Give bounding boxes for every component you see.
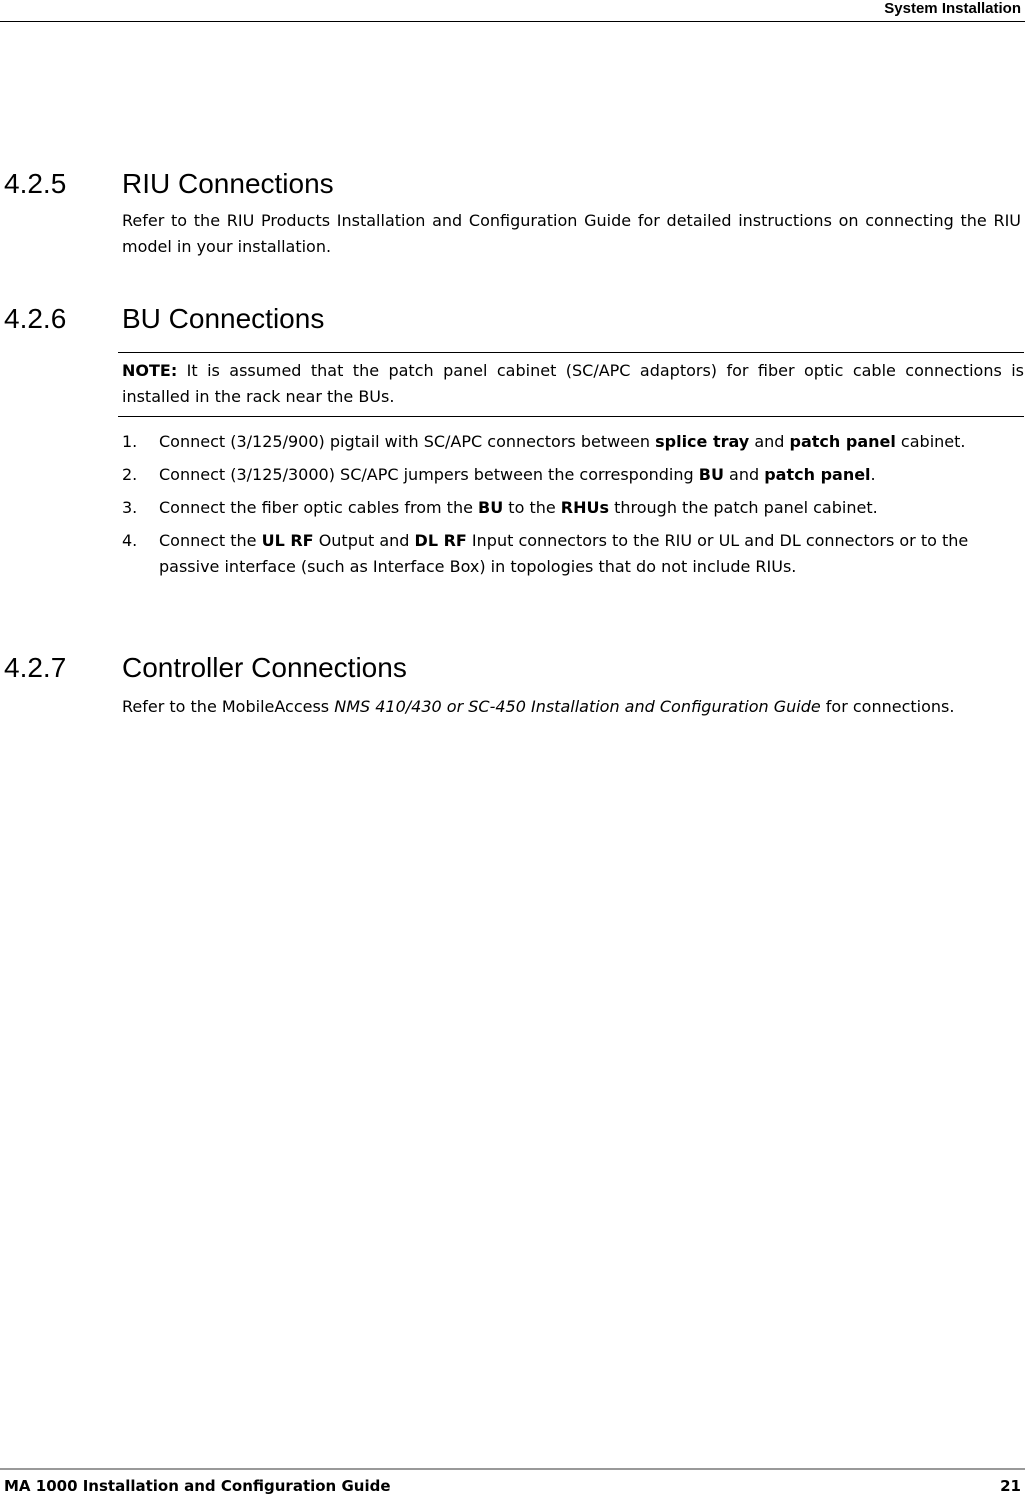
step-emphasis: BU — [478, 498, 504, 517]
step-text: Input connectors to the RIU or UL and DL connectors or to the passive interface (such as Interface Box) in topologies that do not include RIUs. — [159, 531, 969, 576]
section-number: 4.2.5 — [4, 168, 67, 199]
controller-text: Refer to the MobileAccess — [122, 697, 335, 716]
list-item — [122, 429, 1022, 455]
section-heading-controller — [4, 652, 1022, 684]
running-header-title: System Installation — [884, 0, 1021, 17]
section-title: RIU Connections — [122, 168, 334, 199]
controller-paragraph — [122, 694, 1021, 720]
step-emphasis: patch panel — [789, 432, 896, 451]
step-text: Output and — [313, 531, 415, 550]
section-title: BU Connections — [122, 303, 325, 334]
step-text: and — [749, 432, 790, 451]
section-heading-riu — [4, 168, 1022, 200]
list-item — [122, 528, 1022, 580]
step-emphasis: patch panel — [764, 465, 871, 484]
step-emphasis: splice tray — [655, 432, 750, 451]
guide-reference: NMS 410/430 or SC-450 Installation and Configuration Guide — [334, 697, 821, 716]
step-text: and — [723, 465, 765, 484]
riu-paragraph: Refer to the RIU Products Installation and Configuration Guide for detailed instructions on connecting the RIU model in your installation. — [122, 211, 1021, 256]
note-box — [118, 352, 1024, 417]
header-divider — [0, 21, 1025, 22]
step-text: . — [870, 465, 876, 484]
note-label: NOTE: — [122, 361, 178, 380]
step-number: 3. — [122, 498, 138, 517]
footer-divider — [0, 1468, 1025, 1470]
step-text: Connect the fiber optic cables from the — [159, 498, 479, 517]
step-number: 4. — [122, 531, 138, 550]
controller-text: for connections. — [820, 697, 955, 716]
step-number: 2. — [122, 465, 138, 484]
note-text: It is assumed that the patch panel cabinet (SC/APC adaptors) for fiber optic cable connections is installed in the rack near the BUs. — [122, 361, 1024, 406]
step-emphasis: BU — [698, 465, 724, 484]
section-number: 4.2.6 — [4, 303, 67, 334]
step-text: through the patch panel cabinet. — [609, 498, 878, 517]
step-emphasis: RHUs — [560, 498, 610, 517]
list-item — [122, 462, 1022, 488]
bu-steps-list — [122, 429, 1022, 587]
step-emphasis: DL RF — [414, 531, 467, 550]
step-text: cabinet. — [895, 432, 966, 451]
page-number: 21 — [1000, 1477, 1021, 1495]
step-text: Connect (3/125/900) pigtail with SC/APC connectors between — [159, 432, 656, 451]
step-number: 1. — [122, 432, 138, 451]
step-text: Connect the — [159, 531, 262, 550]
section-heading-bu — [4, 303, 1022, 335]
list-item — [122, 495, 1022, 521]
section-title: Controller Connections — [122, 652, 407, 683]
footer-guide-title: MA 1000 Installation and Configuration Guide — [4, 1477, 391, 1495]
step-text: Connect (3/125/3000) SC/APC jumpers between the corresponding — [159, 465, 699, 484]
section-number: 4.2.7 — [4, 652, 67, 683]
step-text: to the — [503, 498, 561, 517]
step-emphasis: UL RF — [261, 531, 314, 550]
